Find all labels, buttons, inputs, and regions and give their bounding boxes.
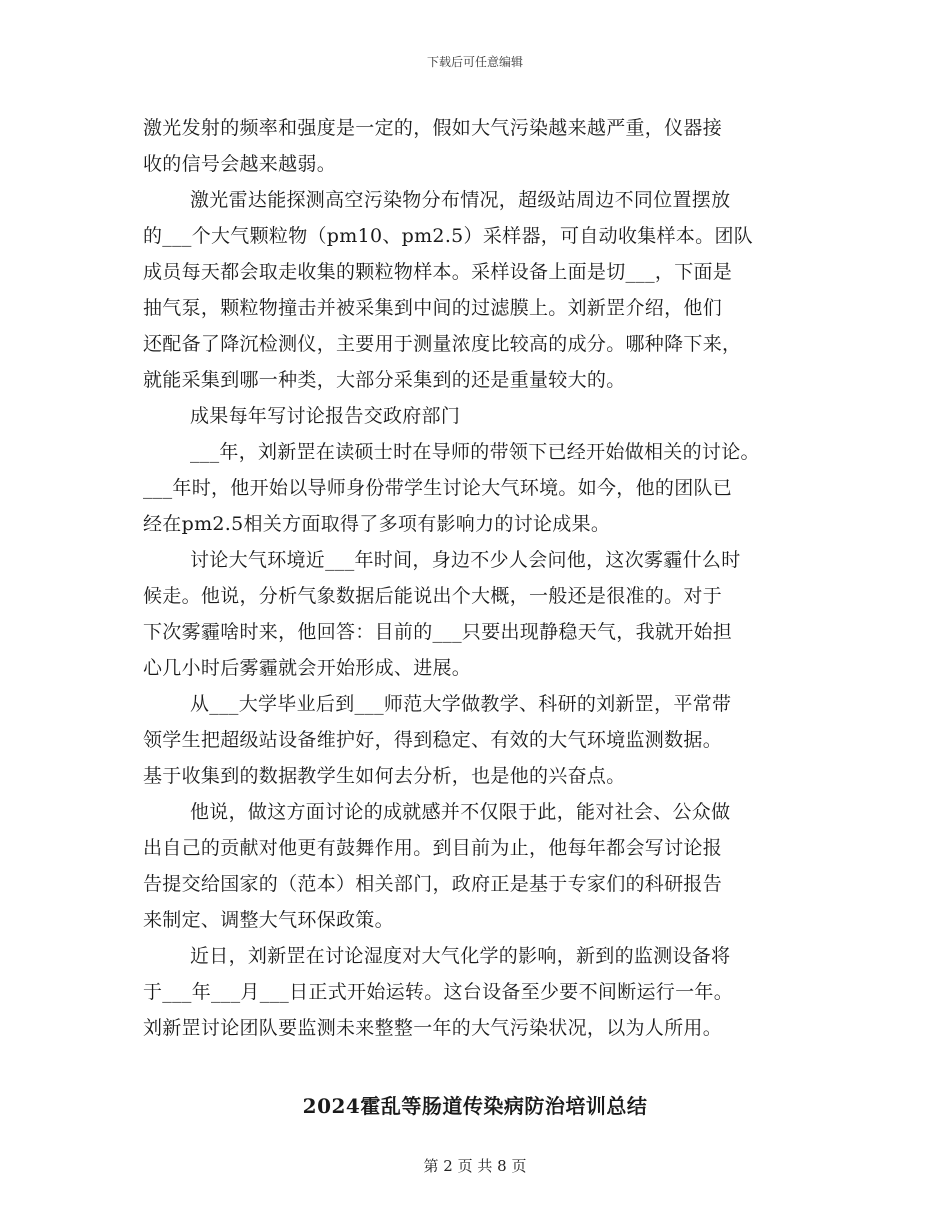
text-line: 抽气泵，颗粒物撞击并被采集到中间的过滤膜上。刘新罡介绍，他们 — [143, 297, 723, 319]
text-line: ___年，刘新罡在读硕士时在导师的带领下已经开始做相关的讨论。 — [190, 441, 760, 463]
text-line: 讨论大气环境近___年时间，身边不少人会问他，这次雾霾什么时 — [190, 549, 741, 571]
section-title: 2024霍乱等肠道传染病防治培训总结 — [302, 1094, 648, 1118]
text-line: 于___年___月___日正式开始运转。这台设备至少要不间断运行一年。 — [143, 981, 734, 1003]
text-line: 候走。他说，分析气象数据后能说出个大概，一般还是很准的。对于 — [143, 585, 723, 607]
page-footer: 第 2 页 共 8 页 — [423, 1157, 527, 1175]
text-line: 从___大学毕业后到___师范大学做教学、科研的刘新罡，平常带 — [190, 693, 732, 715]
text-line: 还配备了降沉检测仪，主要用于测量浓度比较高的成分。哪种降下来， — [143, 333, 742, 355]
text-line: 收的信号会越来越弱。 — [143, 153, 337, 175]
text-line: 激光发射的频率和强度是一定的，假如大气污染越来越严重，仪器接 — [143, 117, 723, 139]
text-line: 他说，做这方面讨论的成就感并不仅限于此，能对社会、公众做 — [190, 801, 731, 823]
text-line: 领学生把超级站设备维护好，得到稳定、有效的大气环境监测数据。 — [143, 729, 723, 751]
text-line: 成员每天都会取走收集的颗粒物样本。采样设备上面是切___，下面是 — [143, 261, 733, 283]
text-line: 出自己的贡献对他更有鼓舞作用。到目前为止，他每年都会写讨论报 — [143, 837, 723, 859]
article-body — [143, 110, 823, 1046]
text-line: 就能采集到哪一种类，大部分采集到的还是重量较大的。 — [143, 369, 626, 391]
text-line: 刘新罡讨论团队要监测未来整整一年的大气污染状况，以为人所用。 — [143, 1017, 723, 1039]
text-line: 经在pm2.5相关方面取得了多项有影响力的讨论成果。 — [143, 513, 611, 535]
text-line: 告提交给国家的（范本）相关部门，政府正是基于专家们的科研报告 — [143, 873, 723, 895]
text-line: ___年时，他开始以导师身份带学生讨论大气环境。如今，他的团队已 — [143, 477, 733, 499]
text-line: 来制定、调整大气环保政策。 — [143, 909, 394, 931]
page-header: 下载后可任意编辑 — [426, 55, 523, 69]
text-line: 的___个大气颗粒物（pm10、pm2.5）采样器，可自动收集样本。团队 — [143, 225, 754, 247]
text-line: 基于收集到的数据教学生如何去分析，也是他的兴奋点。 — [143, 765, 626, 787]
text-line: 下次雾霾啥时来，他回答：目前的___只要出现静稳天气，我就开始担 — [143, 621, 733, 643]
text-line: 近日，刘新罡在讨论湿度对大气化学的影响，新到的监测设备将 — [190, 945, 731, 967]
text-line: 心几小时后雾霾就会开始形成、进展。 — [143, 657, 472, 679]
text-line: 成果每年写讨论报告交政府部门 — [190, 405, 461, 427]
text-line: 激光雷达能探测高空污染物分布情况，超级站周边不同位置摆放 — [190, 189, 731, 211]
